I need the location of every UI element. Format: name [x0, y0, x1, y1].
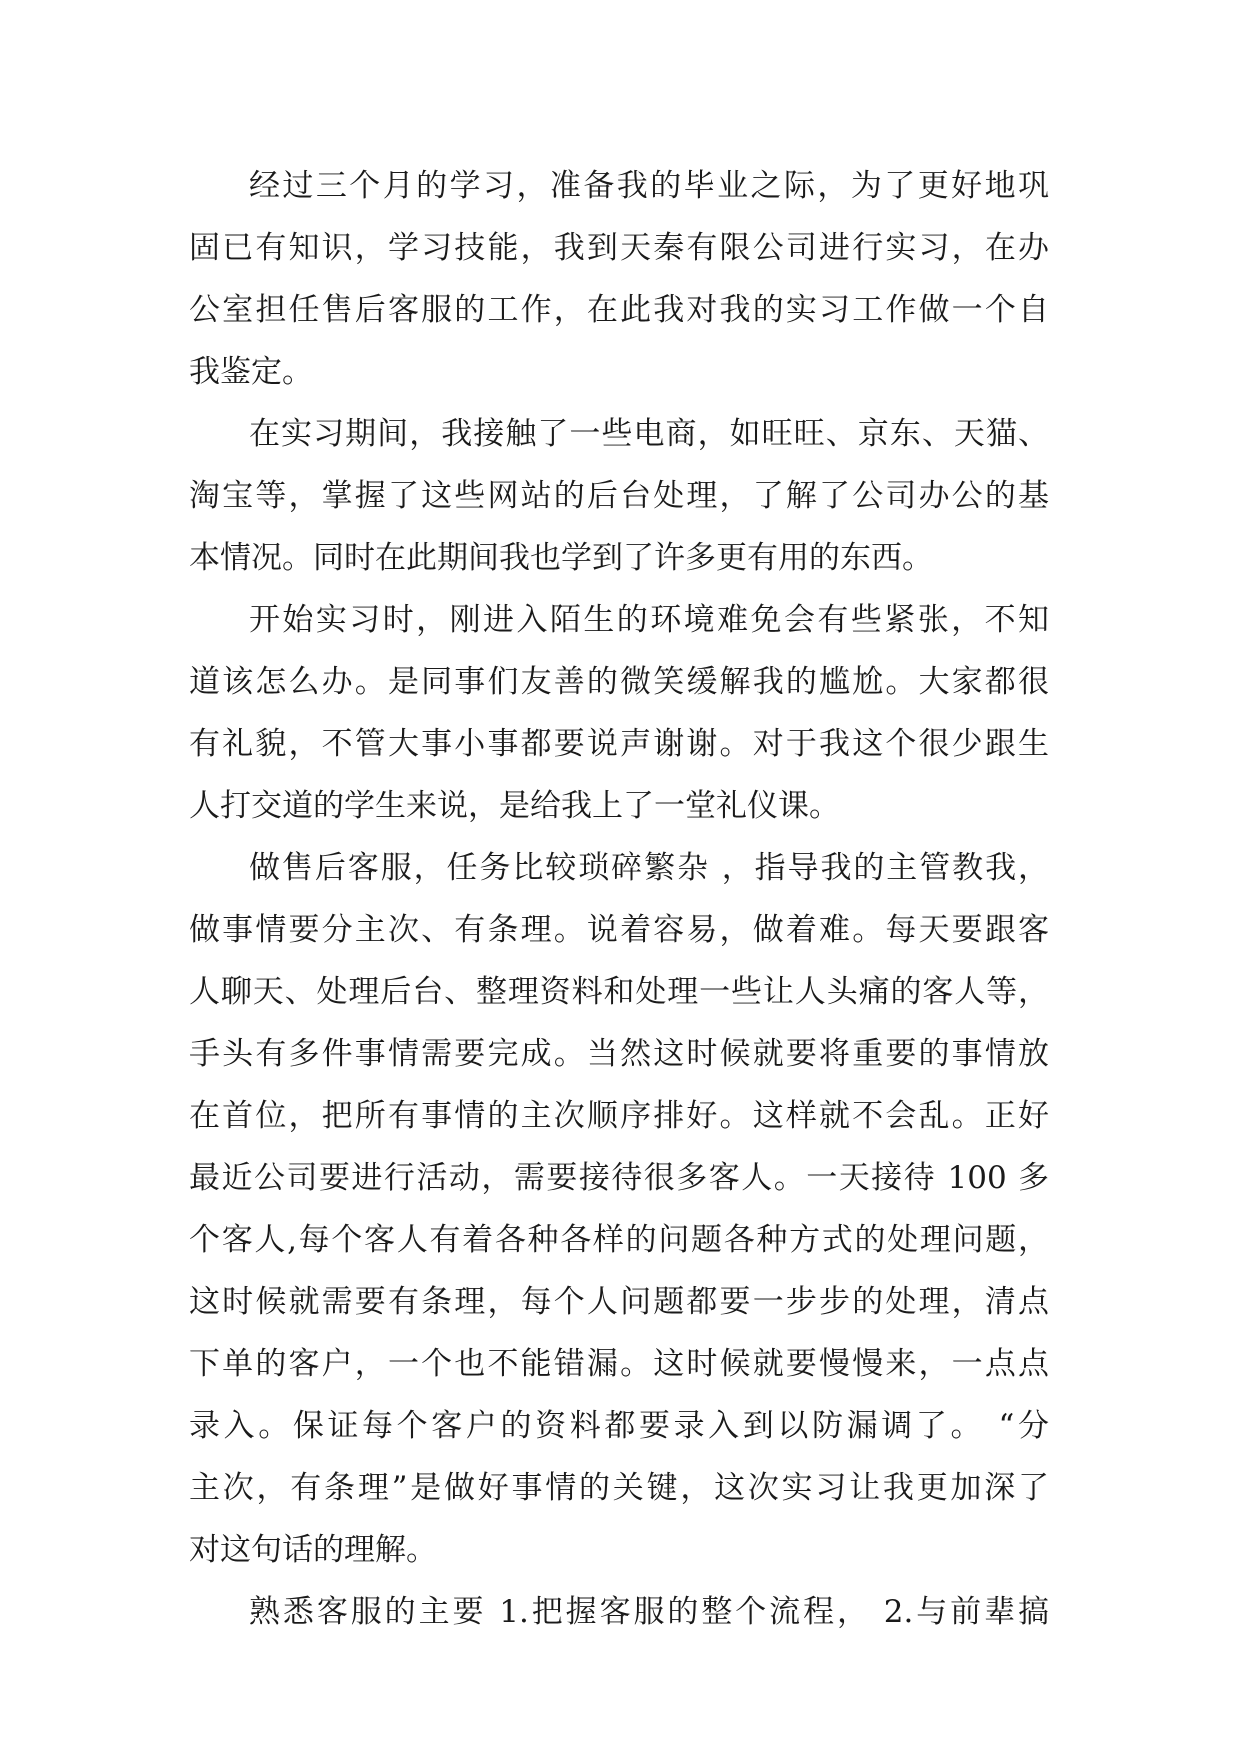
paragraph-2-line-3: 本情况。同时在此期间我也学到了许多更有用的东西。	[189, 540, 933, 576]
paragraph-4-line-12: 对这句话的理解。	[189, 1532, 437, 1568]
paragraph-3-line-1: 开始实习时，刚进入陌生的环境难免会有些紧张，不知	[249, 602, 1049, 638]
paragraph-4-line-2: 做事情要分主次、有条理。说着容易，做着难。每天要跟客	[189, 912, 1049, 948]
paragraph-1-line-2: 固已有知识，学习技能，我到天秦有限公司进行实习，在办	[189, 230, 1049, 266]
paragraph-4-line-3: 人聊天、处理后台、整理资料和处理一些让人头痛的客人等，	[189, 974, 1049, 1010]
paragraph-1-line-4: 我鉴定。	[189, 354, 313, 390]
paragraph-3-line-4: 人打交道的学生来说，是给我上了一堂礼仪课。	[189, 788, 840, 824]
paragraph-4-line-8: 这时候就需要有条理，每个人问题都要一步步的处理，清点	[189, 1284, 1049, 1320]
paragraph-4-line-1: 做售后客服，任务比较琐碎繁杂 ，指导我的主管教我，	[249, 850, 1049, 886]
paragraph-4-line-6: 最近公司要进行活动，需要接待很多客人。一天接待 100 多	[189, 1160, 1049, 1196]
paragraph-4-line-4: 手头有多件事情需要完成。当然这时候就要将重要的事情放	[189, 1036, 1049, 1072]
paragraph-4-line-7: 个客人,每个客人有着各种各样的问题各种方式的处理问题，	[189, 1222, 1049, 1258]
paragraph-2-line-2: 淘宝等，掌握了这些网站的后台处理，了解了公司办公的基	[189, 478, 1049, 514]
paragraph-4-line-5: 在首位，把所有事情的主次顺序排好。这样就不会乱。正好	[189, 1098, 1049, 1134]
paragraph-1-line-1: 经过三个月的学习，准备我的毕业之际，为了更好地巩	[249, 168, 1049, 204]
paragraph-1-line-3: 公室担任售后客服的工作，在此我对我的实习工作做一个自	[189, 292, 1049, 328]
paragraph-4-line-11: 主次，有条理”是做好事情的关键，这次实习让我更加深了	[189, 1470, 1049, 1506]
paragraph-5-line-1: 熟悉客服的主要 1.把握客服的整个流程， 2.与前辈搞	[249, 1594, 1049, 1630]
paragraph-3-line-2: 道该怎么办。是同事们友善的微笑缓解我的尴尬。大家都很	[189, 664, 1049, 700]
paragraph-2-line-1: 在实习期间，我接触了一些电商，如旺旺、京东、天猫、	[249, 416, 1049, 452]
paragraph-4-line-10: 录入。保证每个客户的资料都要录入到以防漏调了。 “分	[189, 1408, 1049, 1444]
paragraph-3-line-3: 有礼貌，不管大事小事都要说声谢谢。对于我这个很少跟生	[189, 726, 1049, 762]
paragraph-4-line-9: 下单的客户，一个也不能错漏。这时候就要慢慢来，一点点	[189, 1346, 1049, 1382]
